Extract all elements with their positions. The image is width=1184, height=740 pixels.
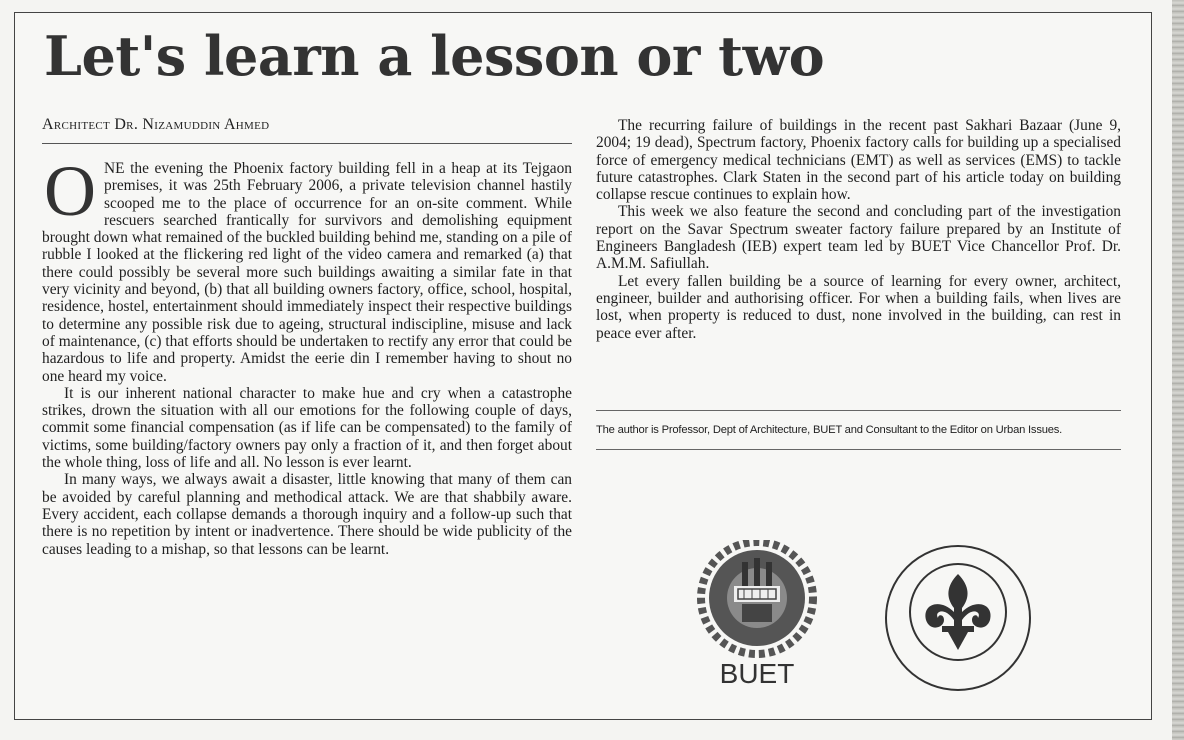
paragraph-3: In many ways, we always await a disaster, little knowing that many of them can be avoided by careful planning and methodical attack. We are that shabbily aware. Every accident, each collapse demands a thorough inquiry and a follow-up such that there is no repetition by intent or inadvertence. There should be wide publicity of the causes leading to a mishap, so that lessons can be learnt. [42, 471, 572, 558]
left-column [42, 151, 572, 558]
buet-logo [692, 540, 832, 700]
paragraph-1-text: NE the evening the Phoenix factory building fell in a heap at its Tejgaon premises, it was 25th February 2006, a private television channel hastily scooped me to the place of occurrence for an on-site comment. While rescuers searched frantically for survivors and demolishing equipment brought down what remained of the buckled building behind me, standing on a pile of rubble I looked at the flickering red light of the video camera and remarked (a) that there could possibly be several more such buildings awaiting a similar fate in that very vicinity and beyond, (b) that all building owners factory, office, school, hospital, residence, hostel, entertainment should immediately inspect their respective buildings to determine any possible risk due to ageing, structural indiscipline, misuse and lack of maintenance, (c) that efforts should be undertaken to rectify any error that could be hazardous to life and property. Amidst the eerie din I remember having to shout no one heard my voice. [42, 160, 572, 385]
buet-label: BUET [719, 658, 795, 689]
buet-emblem-icon [692, 540, 822, 660]
fleur-de-lis-emblem-icon [884, 540, 1032, 700]
author-note-top-rule [596, 410, 1121, 411]
drop-cap: O [44, 151, 96, 231]
author-note-bottom-rule [596, 449, 1121, 450]
ieb-logo [884, 540, 1032, 710]
paragraph-4: The recurring failure of buildings in the recent past Sakhari Bazaar (June 9, 2004; 19 dead), Spectrum factory, Phoenix factory calls for building up a specialised force of emergency medical technicians (EMT) as well as services (EMS) to tackle future catastrophes. Clark Staten in the second part of his article today on building collapse rescue continues to explain how. [596, 117, 1121, 204]
byline-rule [42, 143, 572, 144]
paragraph-5: This week we also feature the second and concluding part of the investigation report on the Savar Spectrum sweater factory failure prepared by an Institute of Engineers Bangladesh (IEB) expert team led by BUET Vice Chancellor Prof. Dr. A.M.M. Safiullah. [596, 203, 1121, 273]
byline: Architect Dr. Nizamuddin Ahmed [42, 116, 270, 133]
paragraph-6: Let every fallen building be a source of learning for every owner, architect, engineer, builder and authorising officer. For when a building fails, when lives are lost, when property is reduced to dust, none involved in the building, can rest in peace ever after. [596, 272, 1121, 342]
headline: Let's learn a lesson or two [44, 24, 825, 88]
author-note: The author is Professor, Dept of Architecture, BUET and Consultant to the Editor on Urban Issues. [596, 424, 1063, 436]
adjacent-page-edge [1172, 0, 1184, 740]
paragraph-1 [42, 151, 572, 385]
right-column [596, 117, 1121, 342]
paragraph-2: It is our inherent national character to make hue and cry when a catastrophe strikes, drown the situation with all our emotions for the following couple of days, commit some financial compensation (as if life can be compensated) to the family of victims, some building/factory owners pay only a fraction of it, and then forget about the whole thing, loss of life and all. No lesson is ever learnt. [42, 384, 572, 472]
